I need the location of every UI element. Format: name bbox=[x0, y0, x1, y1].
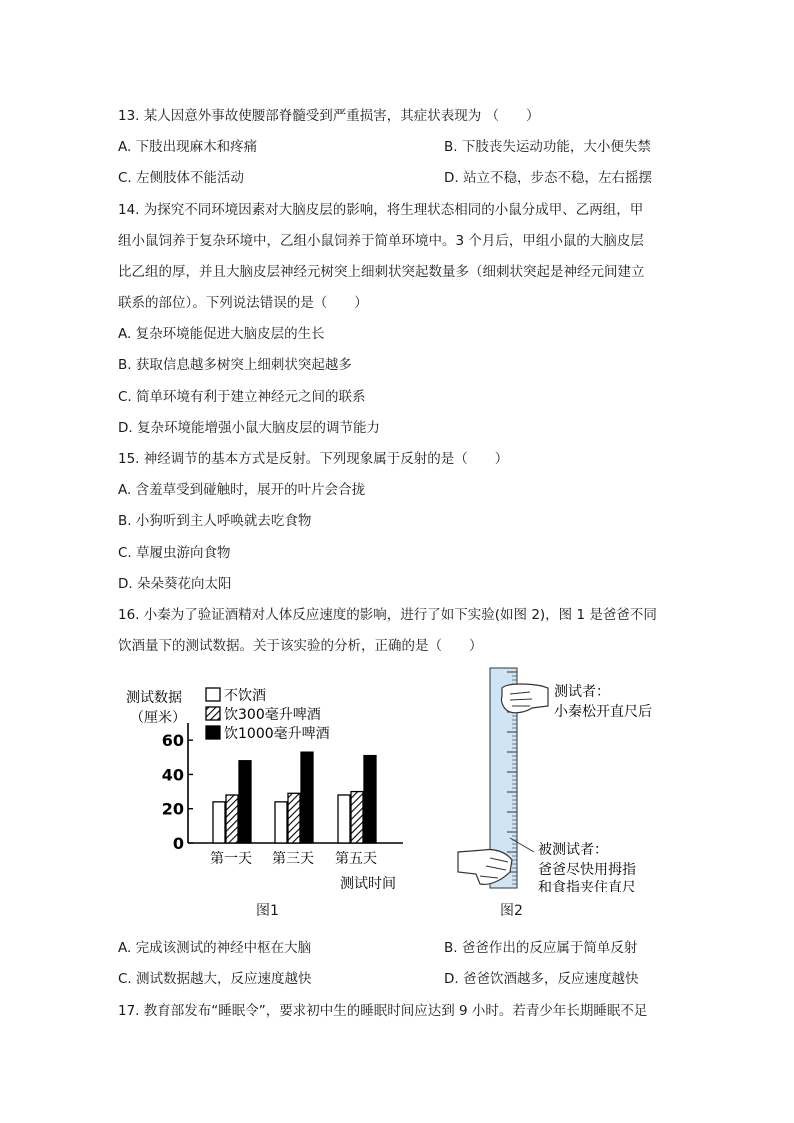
legend-swatch bbox=[206, 707, 220, 720]
bar bbox=[288, 793, 300, 843]
figure-2-caption: 图2 bbox=[500, 903, 523, 919]
y-tick-label: 20 bbox=[161, 799, 184, 819]
bar-chart-svg bbox=[118, 670, 418, 895]
x-tick-label: 第五天 bbox=[335, 851, 377, 867]
q15-stem: 15. 神经调节的基本方式是反射。下列现象属于反射的是（ ） bbox=[118, 451, 509, 467]
bar bbox=[351, 792, 363, 843]
chart-legend bbox=[206, 688, 330, 742]
q16-option-a: A. 完成该测试的神经中枢在大脑 bbox=[118, 940, 312, 956]
x-tick-label: 第三天 bbox=[272, 851, 314, 867]
q16-option-b: B. 爸爸作出的反应属于简单反射 bbox=[444, 940, 638, 956]
bar bbox=[338, 795, 350, 843]
legend-label: 饮300毫升啤酒 bbox=[224, 707, 321, 723]
bar bbox=[239, 761, 251, 843]
y-tick-label: 0 bbox=[172, 834, 184, 853]
q14-option-a: A. 复杂环境能促进大脑皮层的生长 bbox=[118, 326, 325, 342]
bar bbox=[364, 756, 376, 843]
q13-option-b: B. 下肢丧失运动功能，大小便失禁 bbox=[444, 139, 651, 155]
q14-option-b: B. 获取信息越多树突上细刺状突起越多 bbox=[118, 357, 352, 373]
legend-swatch bbox=[206, 688, 220, 701]
q17-stem: 17. 教育部发布“睡眠令”，要求初中生的睡眠时间应达到 9 小时。若青少年长期睡眠不足 bbox=[118, 1003, 648, 1019]
q14-option-d: D. 复杂环境能增强小鼠大脑皮层的调节能力 bbox=[118, 420, 380, 436]
chart-xlabel: 测试时间 bbox=[340, 876, 396, 892]
q16-stem-line: 饮酒量下的测试数据。关于该实验的分析，正确的是（ ） bbox=[118, 638, 483, 654]
q14-stem-line: 组小鼠饲养于复杂环境中，乙组小鼠饲养于简单环境中。3 个月后，甲组小鼠的大脑皮层 bbox=[118, 233, 644, 249]
q14-stem-line: 比乙组的厚，并且大脑皮层神经元树突上细刺状突起数量多（细刺状突起是神经元间建立 bbox=[118, 264, 645, 280]
q13-stem: 13. 某人因意外事故使腰部脊髓受到严重损害，其症状表现为 （ ） bbox=[118, 108, 540, 124]
bar bbox=[301, 752, 313, 843]
legend-label: 不饮酒 bbox=[224, 688, 266, 704]
x-tick-label: 第一天 bbox=[210, 851, 252, 867]
chart-ylabel-unit: （厘米） bbox=[130, 710, 186, 726]
q16-stem-line: 16. 小秦为了验证酒精对人体反应速度的影响，进行了如下实验(如图 2)，图 1 是爸爸不同 bbox=[118, 607, 657, 623]
ruler-illustration bbox=[450, 662, 680, 892]
figure-1-bar-chart bbox=[118, 670, 418, 895]
figure-2-ruler-test bbox=[450, 662, 680, 892]
q14-stem-line: 联系的部位）。下列说法错误的是（ ） bbox=[118, 295, 368, 311]
subject-action-1: 爸爸尽快用拇指 bbox=[538, 862, 636, 878]
bar bbox=[226, 795, 238, 843]
q15-option-c: C. 草履虫游向食物 bbox=[118, 545, 231, 561]
bar bbox=[275, 802, 287, 843]
legend-label: 饮1000毫升啤酒 bbox=[224, 726, 330, 742]
tester-action: 小秦松开直尺后 bbox=[554, 704, 652, 720]
q16-option-d: D. 爸爸饮酒越多，反应速度越快 bbox=[444, 971, 639, 987]
legend-swatch bbox=[206, 726, 220, 739]
q13-option-a: A. 下肢出现麻木和疼痛 bbox=[118, 139, 258, 155]
y-tick-label: 40 bbox=[161, 765, 184, 785]
chart-bars bbox=[210, 752, 377, 867]
q14-stem-line: 14. 为探究不同环境因素对大脑皮层的影响，将生理状态相同的小鼠分成甲、乙两组，甲 bbox=[118, 202, 644, 218]
q15-option-a: A. 含羞草受到碰触时，展开的叶片会合拢 bbox=[118, 482, 366, 498]
figure-1-caption: 图1 bbox=[256, 903, 279, 919]
bar bbox=[213, 802, 225, 843]
q15-option-b: B. 小狗听到主人呼唤就去吃食物 bbox=[118, 513, 312, 529]
q14-option-c: C. 简单环境有利于建立神经元之间的联系 bbox=[118, 389, 366, 405]
subject-label: 被测试者： bbox=[538, 842, 608, 858]
q13-option-d: D. 站立不稳，步态不稳，左右摇摆 bbox=[444, 170, 652, 186]
q16-option-c: C. 测试数据越大，反应速度越快 bbox=[118, 971, 312, 987]
subject-action-2: 和食指夹住直尺 bbox=[538, 880, 636, 892]
q15-option-d: D. 朵朵葵花向太阳 bbox=[118, 576, 232, 592]
q13-option-c: C. 左侧肢体不能活动 bbox=[118, 170, 245, 186]
y-tick-label: 60 bbox=[161, 731, 184, 751]
tester-label: 测试者： bbox=[554, 684, 610, 700]
chart-ylabel: 测试数据 bbox=[126, 690, 182, 706]
tester-hand bbox=[501, 684, 548, 713]
